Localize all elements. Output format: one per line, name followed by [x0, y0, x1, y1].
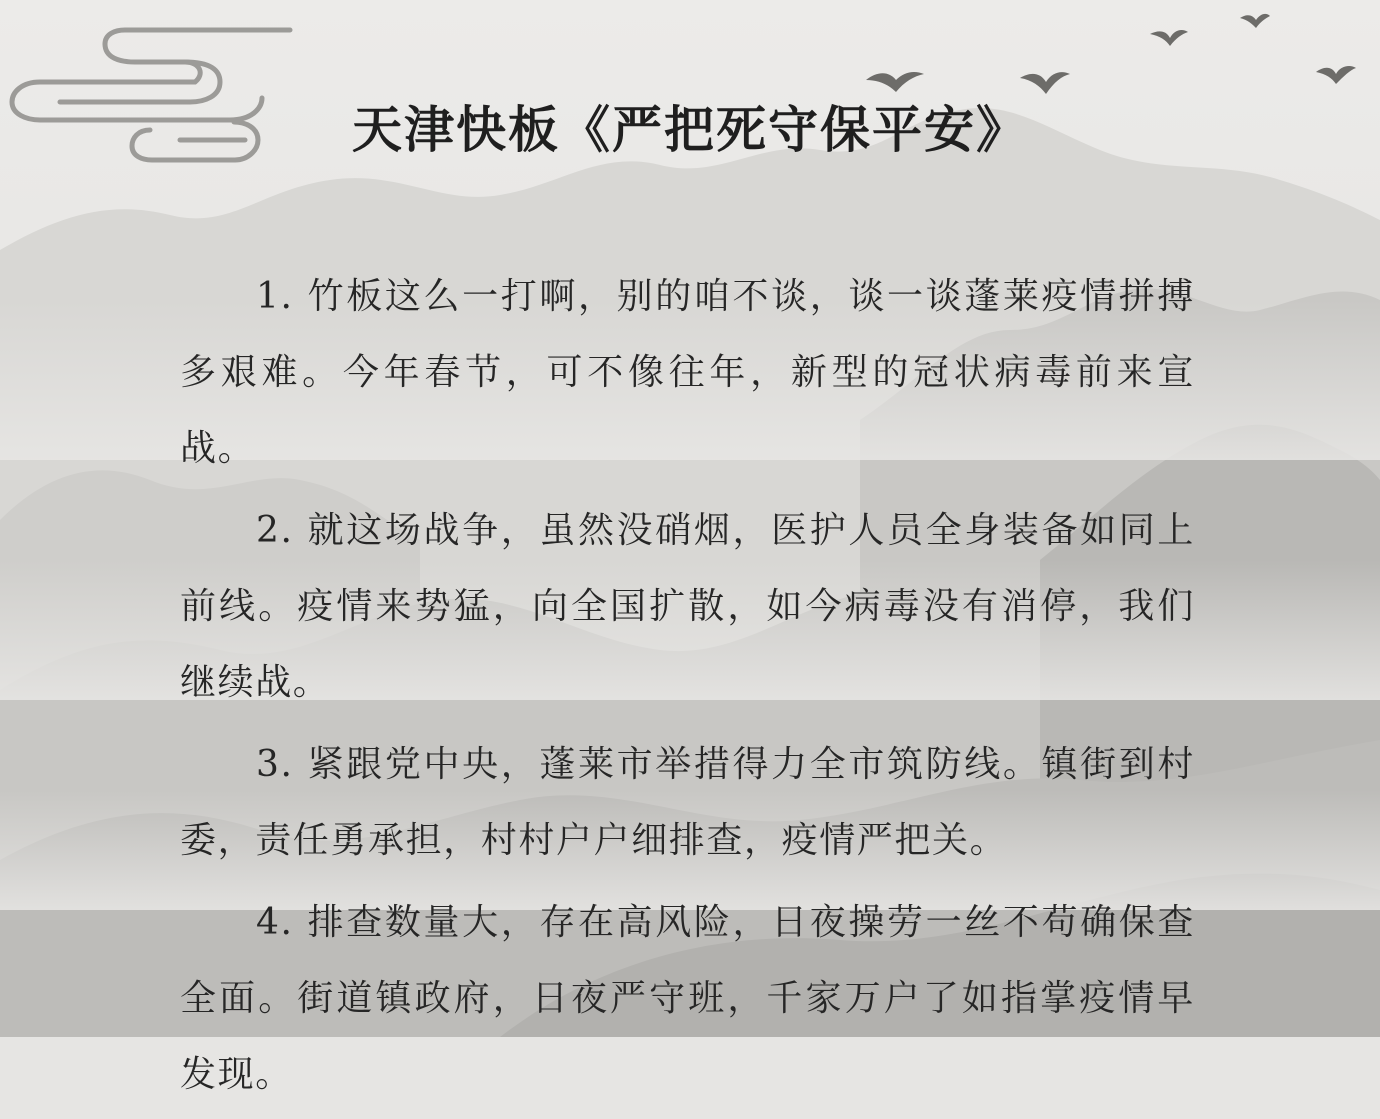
verse-4: 4. 排查数量大，存在高风险，日夜操劳一丝不苟确保查全面。街道镇政府，日夜严守班，千家万户了如指掌疫情早发现。 [180, 902, 1195, 1095]
verse-1: 1. 竹板这么一打啊，别的咱不谈，谈一谈蓬莱疫情拼搏多艰难。今年春节，可不像往年，新型的冠状病毒前来宣战。 [180, 276, 1195, 469]
poem-body [180, 259, 1195, 1119]
poem-title: 天津快板《严把死守保平安》 [352, 101, 1028, 159]
verse-3: 3. 紧跟党中央，蓬莱市举措得力全市筑防线。镇街到村委，责任勇承担，村村户户细排查，疫情严把关。 [180, 744, 1195, 861]
verse-2: 2. 就这场战争，虽然没硝烟，医护人员全身装备如同上前线。疫情来势猛，向全国扩散，如今病毒没有消停，我们继续战。 [180, 510, 1195, 703]
